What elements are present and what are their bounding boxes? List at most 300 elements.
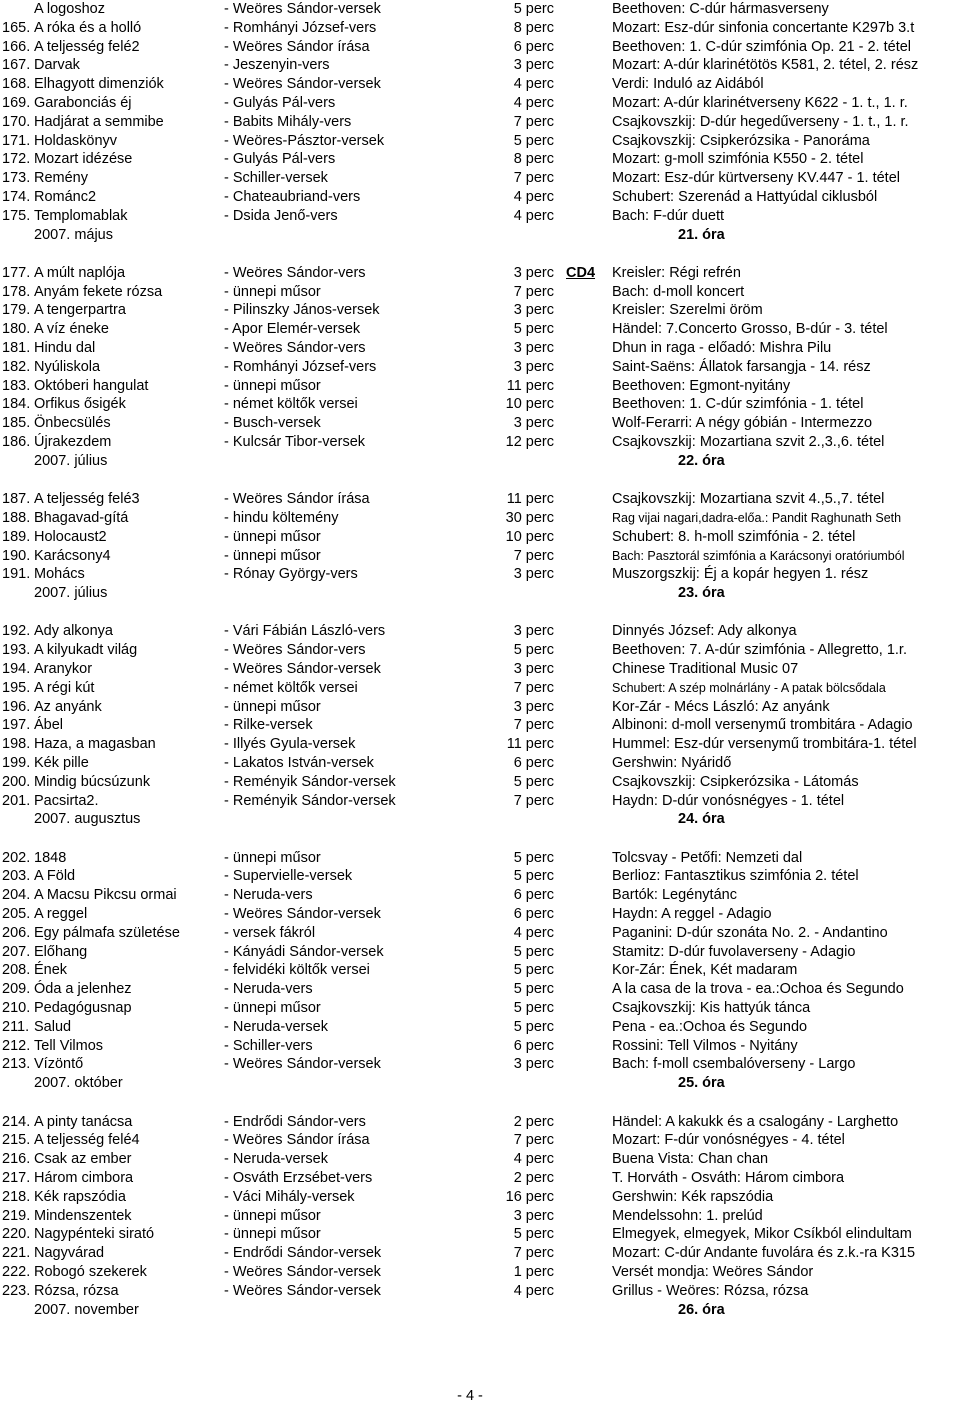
program-row (0, 0, 960, 19)
entry-title: A régi kút (34, 679, 95, 696)
entry-number: 179. (2, 302, 31, 319)
cd-label: CD4 (566, 264, 596, 281)
entry-number: 212. (2, 1037, 31, 1054)
entry-duration: 11 perc (506, 736, 554, 753)
entry-duration: 3 perc (513, 358, 554, 375)
entry-number: 215. (2, 1132, 31, 1149)
entry-music: A la casa de la trova - ea.:Ochoa és Segundo (612, 981, 904, 998)
entry-number: 209. (2, 981, 31, 998)
entry-duration: 3 perc (513, 1056, 554, 1073)
program-row (0, 660, 960, 679)
entry-number: 193. (2, 642, 31, 659)
entry-number: 210. (2, 1000, 31, 1017)
entry-number: 200. (2, 773, 31, 790)
entry-poet: - Osváth Erzsébet-vers (224, 1169, 373, 1186)
entry-duration: 11 perc (506, 491, 554, 508)
entry-number: 198. (2, 736, 31, 753)
entry-title: Karácsony4 (34, 547, 111, 564)
entry-music: Paganini: D-dúr szonáta No. 2. - Andantino (612, 924, 888, 941)
entry-number: 188. (2, 509, 31, 526)
entry-title: Románc2 (34, 188, 97, 205)
program-row (0, 698, 960, 717)
entry-music: Beethoven: 1. C-dúr szimfónia Op. 21 - 2. tétel (612, 38, 912, 55)
group-spacer (0, 829, 960, 849)
entry-poet: - Weöres Sándor írása (224, 491, 370, 508)
entry-music: Kreisler: Régi refrén (612, 264, 741, 281)
entry-duration: 5 perc (513, 1, 554, 17)
entry-music: Kreisler: Szerelmi öröm (612, 302, 763, 319)
entry-number: 173. (2, 170, 31, 187)
program-group (0, 1113, 960, 1320)
entry-number: 177. (2, 264, 31, 281)
entry-title: Darvak (34, 57, 80, 74)
entry-poet: - Kányádi Sándor-versek (224, 943, 384, 960)
program-row (0, 1188, 960, 1207)
program-row (0, 188, 960, 207)
entry-title: Egy pálmafa születése (34, 924, 180, 941)
entry-number: 222. (2, 1263, 31, 1280)
entry-title: Tell Vilmos (34, 1037, 104, 1054)
entry-poet: - Neruda-versek (224, 1018, 328, 1035)
entry-duration: 6 perc (513, 887, 554, 904)
entry-poet: - Neruda-vers (224, 887, 313, 904)
entry-music: Bach: d-moll koncert (612, 283, 745, 300)
entry-music: Csajkovszkij: Csipkerózsika - Látomás (612, 773, 859, 790)
entry-duration: 3 perc (513, 57, 554, 74)
entry-poet: - Neruda-versek (224, 1151, 328, 1168)
entry-title: Rózsa, rózsa (34, 1282, 119, 1299)
program-group (0, 622, 960, 829)
entry-number: 206. (2, 924, 31, 941)
entry-poet: - Gulyás Pál-vers (224, 151, 336, 168)
entry-music: Beethoven: Egmont-nyitány (612, 377, 791, 394)
entry-poet: - Váci Mihály-versek (224, 1188, 355, 1205)
entry-number: 171. (2, 132, 31, 149)
group-footer (0, 226, 960, 245)
entry-number: 175. (2, 207, 31, 224)
entry-number: 218. (2, 1188, 31, 1205)
entry-title: Mindig búcsúzunk (34, 773, 151, 790)
group-spacer (0, 471, 960, 491)
program-group (0, 0, 960, 244)
program-group (0, 264, 960, 471)
entry-title: Bhagavad-gítá (34, 509, 129, 526)
entry-number: 166. (2, 38, 31, 55)
entry-poet: - Romhányi József-vers (224, 358, 377, 375)
entry-poet: - Rónay György-vers (224, 566, 358, 583)
entry-duration: 5 perc (513, 642, 554, 659)
entry-title: Vízöntő (34, 1056, 84, 1073)
entry-music: Buena Vista: Chan chan (612, 1151, 769, 1168)
entry-duration: 2 perc (513, 1169, 554, 1186)
entry-duration: 8 perc (513, 19, 554, 36)
entry-title: Pacsirta2. (34, 792, 99, 809)
entry-duration: 3 perc (513, 415, 554, 432)
program-row (0, 565, 960, 584)
entry-number: 191. (2, 566, 31, 583)
entry-music: Csajkovszkij: Csipkerózsika - Panoráma (612, 132, 870, 149)
entry-music: Dhun in raga - előadó: Mishra Pilu (612, 340, 832, 357)
entry-title: Garabonciás éj (34, 94, 132, 111)
entry-music: Muszorgszkij: Éj a kopár hegyen 1. rész (612, 566, 869, 583)
entry-title: Nagypénteki sirató (34, 1226, 155, 1243)
entry-duration: 4 perc (513, 76, 554, 93)
entry-music: Csajkovszkij: Kis hattyúk tánca (612, 1000, 811, 1017)
entry-music: Elmegyek, elmegyek, Mikor Csíkból elindultam (612, 1226, 912, 1243)
entry-music: Händel: 7.Concerto Grosso, B-dúr - 3. tétel (612, 321, 888, 338)
entry-poet: - ünnepi műsor (224, 547, 321, 564)
entry-number: 194. (2, 661, 31, 677)
entry-duration: 10 perc (505, 528, 554, 545)
entry-duration: 3 perc (513, 623, 554, 640)
program-row (0, 150, 960, 169)
entry-title: Hadjárat a semmibe (34, 113, 164, 130)
entry-number: 195. (2, 679, 31, 696)
entry-duration: 4 perc (513, 1282, 554, 1299)
group-footer (0, 584, 960, 603)
entry-number: 172. (2, 151, 31, 168)
entry-duration: 30 perc (505, 509, 554, 526)
entry-music: Haydn: D-dúr vonósnégyes - 1. tétel (612, 792, 845, 809)
entry-title: Újrakezdem (34, 434, 112, 451)
entry-title: Holdaskönyv (34, 132, 118, 149)
entry-number: 187. (2, 491, 31, 508)
entry-poet: - Reményik Sándor-versek (224, 773, 396, 790)
entry-poet: - Weöres Sándor-versek (224, 1056, 381, 1073)
program-row (0, 1018, 960, 1037)
entry-title: A teljesség felé2 (34, 38, 140, 55)
broadcast-date: 2007. július (34, 452, 108, 469)
program-row (0, 622, 960, 641)
entry-number: 208. (2, 962, 31, 979)
program-row (0, 679, 960, 698)
entry-poet: - ünnepi műsor (224, 283, 321, 300)
program-row (0, 339, 960, 358)
program-row (0, 1207, 960, 1226)
entry-number: 186. (2, 434, 31, 451)
entry-music: Tolcsvay - Petőfi: Nemzeti dal (612, 849, 803, 866)
entry-music: Gershwin: Kék rapszódia (612, 1188, 774, 1205)
entry-music: Mozart: A-dúr klarinétverseny K622 - 1. t., 1. r. (612, 94, 908, 111)
entry-poet: - Weöres Sándor-vers (224, 340, 366, 357)
broadcast-date: 2007. július (34, 585, 108, 602)
entry-poet: - Weöres Sándor írása (224, 38, 370, 55)
entry-poet: - Pilinszky János-versek (224, 302, 380, 319)
program-row (0, 1263, 960, 1282)
program-row (0, 377, 960, 396)
entry-number: 182. (2, 358, 31, 375)
entry-title: Orfikus ősigék (34, 396, 126, 413)
entry-title: Elhagyott dimenziók (34, 76, 164, 93)
group-footer (0, 1301, 960, 1320)
program-row (0, 56, 960, 75)
entry-title: Az anyánk (34, 698, 102, 715)
entry-duration: 4 perc (513, 207, 554, 224)
entry-duration: 5 perc (513, 943, 554, 960)
entry-number: 211. (2, 1018, 30, 1035)
entry-music: Bach: f-moll csembalóverseny - Largo (612, 1056, 856, 1073)
entry-duration: 7 perc (513, 547, 554, 564)
entry-number: 219. (2, 1207, 31, 1224)
group-footer (0, 1074, 960, 1093)
entry-duration: 7 perc (513, 679, 554, 696)
entry-poet: - Rilke-versek (224, 717, 313, 734)
entry-music: Rossini: Tell Vilmos - Nyitány (612, 1037, 798, 1054)
entry-number: 165. (2, 19, 31, 36)
entry-music: Bach: F-dúr duett (612, 207, 725, 224)
entry-title: 1848 (34, 849, 67, 866)
entry-duration: 3 perc (513, 264, 554, 281)
entry-poet: - Vári Fábián László-vers (224, 623, 386, 640)
program-row (0, 414, 960, 433)
entry-music: Csajkovszkij: Mozartiana szvit 4.,5.,7. tétel (612, 491, 885, 508)
entry-music: Beethoven: 7. A-dúr szimfónia - Allegretto, 1.r. (612, 642, 907, 659)
entry-number: 202. (2, 849, 31, 866)
broadcast-date: 2007. október (34, 1075, 123, 1092)
entry-music: Händel: A kakukk és a csalogány - Larghetto (612, 1113, 899, 1130)
entry-number: 167. (2, 57, 31, 74)
group-footer (0, 810, 960, 829)
entry-duration: 7 perc (513, 1245, 554, 1262)
entry-number: 221. (2, 1245, 31, 1262)
program-row (0, 433, 960, 452)
entry-duration: 7 perc (513, 283, 554, 300)
entry-music: Mozart: A-dúr klarinétötös K581, 2. tétel, 2. rész (612, 57, 919, 74)
page-number: - 4 - (457, 1388, 483, 1404)
entry-title: A Föld (34, 868, 76, 885)
program-row (0, 264, 960, 283)
program-row (0, 207, 960, 226)
entry-poet: - német költők versei (224, 396, 358, 413)
entry-duration: 5 perc (513, 868, 554, 885)
entry-music: Albinoni: d-moll versenymű trombitára - Adagio (612, 717, 913, 734)
entry-music: Versét mondja: Weöres Sándor (612, 1263, 814, 1280)
entry-poet: - Weöres Sándor-versek (224, 906, 381, 923)
entry-poet: - Schiller-vers (224, 1037, 313, 1054)
program-row (0, 1150, 960, 1169)
entry-number: 201. (2, 792, 31, 809)
entry-poet: - Endrődi Sándor-versek (224, 1245, 382, 1262)
entry-number: 180. (2, 321, 31, 338)
program-row (0, 792, 960, 811)
entry-poet: - ünnepi műsor (224, 849, 321, 866)
entry-number: 216. (2, 1151, 31, 1168)
entry-duration: 6 perc (513, 38, 554, 55)
entry-music: Stamitz: D-dúr fuvolaverseny - Adagio (612, 943, 856, 960)
entry-poet: - ünnepi műsor (224, 1000, 321, 1017)
entry-poet: - Chateaubriand-vers (224, 188, 361, 205)
entry-duration: 12 perc (505, 434, 554, 451)
hour-label: 21. óra (678, 226, 725, 243)
program-row (0, 320, 960, 339)
entry-poet: - Gulyás Pál-vers (224, 94, 336, 111)
entry-number: 207. (2, 943, 31, 960)
entry-music: Rag vijai nagari,dadra-előa.: Pandit Raghunath Seth (612, 510, 902, 525)
program-row (0, 113, 960, 132)
entry-poet: - Weöres Sándor-versek (224, 1, 381, 17)
program-row (0, 905, 960, 924)
entry-poet: - versek fákról (224, 924, 316, 941)
broadcast-date: 2007. november (34, 1301, 139, 1318)
entry-duration: 3 perc (513, 340, 554, 357)
entry-poet: - ünnepi műsor (224, 377, 321, 394)
entry-duration: 6 perc (513, 1037, 554, 1054)
entry-title: Októberi hangulat (34, 377, 149, 394)
program-row (0, 886, 960, 905)
entry-title: Önbecsülés (34, 415, 111, 432)
program-row (0, 38, 960, 57)
entry-title: Robogó szekerek (34, 1263, 147, 1280)
entry-title: A kilyukadt világ (34, 642, 138, 659)
entry-poet: - Endrődi Sándor-vers (224, 1113, 366, 1130)
entry-title: Három cimbora (34, 1169, 134, 1186)
entry-number: 174. (2, 188, 31, 205)
entry-music: Berlioz: Fantasztikus szimfónia 2. tétel (612, 868, 859, 885)
entry-duration: 4 perc (513, 1151, 554, 1168)
program-row (0, 735, 960, 754)
program-row (0, 169, 960, 188)
entry-music: Schubert: Szerenád a Hattyúdal ciklusból (612, 188, 878, 205)
entry-number: 168. (2, 76, 31, 93)
entry-title: Salud (34, 1018, 72, 1035)
entry-title: A teljesség felé3 (34, 491, 140, 508)
hour-label: 26. óra (678, 1301, 725, 1318)
entry-poet: - Babits Mihály-vers (224, 113, 352, 130)
entry-music: Schubert: A szép molnárlány - A patak bölcsődala (612, 680, 886, 695)
program-row (0, 94, 960, 113)
entry-music: Hummel: Esz-dúr versenymű trombitára-1. tétel (612, 736, 917, 753)
program-group (0, 849, 960, 1093)
program-row (0, 528, 960, 547)
program-row (0, 132, 960, 151)
entry-poet: - Schiller-versek (224, 170, 328, 187)
entry-music: Csajkovszkij: Mozartiana szvit 2.,3.,6. tétel (612, 434, 885, 451)
entry-duration: 16 perc (505, 1188, 554, 1205)
entry-music: Saint-Saëns: Állatok farsangja - 14. rész (612, 358, 871, 375)
entry-title: Mozart idézése (34, 151, 133, 168)
entry-number: 190. (2, 547, 31, 564)
entry-duration: 7 perc (513, 1132, 554, 1149)
entry-title: A Macsu Pikcsu ormai (34, 887, 177, 904)
entry-poet: - Lakatos István-versek (224, 754, 374, 771)
entry-title: Előhang (34, 943, 88, 960)
entry-poet: - német költők versei (224, 679, 358, 696)
group-spacer (0, 244, 960, 264)
entry-title: Templomablak (34, 207, 128, 224)
program-row (0, 1037, 960, 1056)
entry-music: Gershwin: Nyáridő (612, 754, 732, 771)
entry-music: Mozart: F-dúr vonósnégyes - 4. tétel (612, 1132, 845, 1149)
entry-title: A teljesség felé4 (34, 1132, 140, 1149)
program-row (0, 547, 960, 566)
entry-poet: - Weöres-Pásztor-versek (224, 132, 385, 149)
program-row (0, 716, 960, 735)
program-row (0, 641, 960, 660)
entry-duration: 3 perc (513, 566, 554, 583)
hour-label: 25. óra (678, 1075, 725, 1092)
entry-music: Dinnyés József: Ady alkonya (612, 623, 797, 640)
entry-number: 197. (2, 717, 31, 734)
entry-title: Kék pille (34, 754, 89, 771)
entry-duration: 5 perc (513, 321, 554, 338)
entry-poet: - Kulcsár Tibor-versek (224, 434, 366, 451)
program-row (0, 1131, 960, 1150)
entry-poet: - Weöres Sándor-versek (224, 661, 381, 677)
entry-number: 204. (2, 887, 31, 904)
entry-duration: 5 perc (513, 981, 554, 998)
entry-music: Bach: Pasztorál szimfónia a Karácsonyi oratóriumból (612, 548, 905, 563)
entry-music: Kor-Zár - Mécs László: Az anyánk (612, 698, 830, 715)
entry-title: Nyúliskola (34, 358, 101, 375)
entry-poet: - Apor Elemér-versek (224, 321, 361, 338)
entry-music: Verdi: Induló az Aidából (612, 76, 764, 93)
entry-duration: 5 perc (513, 849, 554, 866)
program-row (0, 754, 960, 773)
entry-duration: 2 perc (513, 1113, 554, 1130)
program-row (0, 849, 960, 868)
group-footer (0, 452, 960, 471)
entry-title: Óda a jelenhez (34, 981, 132, 998)
entry-number: 223. (2, 1282, 31, 1299)
entry-number: 203. (2, 868, 31, 885)
program-row (0, 999, 960, 1018)
entry-number: 214. (2, 1113, 31, 1130)
entry-title: Mohács (34, 566, 85, 583)
program-row (0, 924, 960, 943)
entry-title: Nagyvárad (34, 1245, 105, 1262)
entry-duration: 4 perc (513, 924, 554, 941)
hour-label: 22. óra (678, 452, 725, 469)
entry-duration: 8 perc (513, 151, 554, 168)
entry-poet: - ünnepi műsor (224, 528, 321, 545)
entry-duration: 10 perc (505, 396, 554, 413)
entry-duration: 4 perc (513, 188, 554, 205)
broadcast-date: 2007. augusztus (34, 811, 141, 828)
program-row (0, 75, 960, 94)
entry-music: Wolf-Ferarri: A négy góbián - Intermezzo (612, 415, 873, 432)
entry-duration: 5 perc (513, 773, 554, 790)
entry-music: Kor-Zár: Ének, Két madaram (612, 962, 798, 979)
program-row (0, 509, 960, 528)
entry-poet: - Weöres Sándor-versek (224, 1263, 381, 1280)
entry-title: Anyám fekete rózsa (34, 283, 163, 300)
entry-title: Haza, a magasban (34, 736, 156, 753)
entry-music: Mozart: Esz-dúr sinfonia concertante K297b 3.t (612, 19, 915, 36)
program-row (0, 1225, 960, 1244)
entry-title: Pedagógusnap (34, 1000, 132, 1017)
group-spacer (0, 603, 960, 623)
entry-poet: - Weöres Sándor írása (224, 1132, 370, 1149)
entry-number: 213. (2, 1056, 31, 1073)
entry-duration: 6 perc (513, 906, 554, 923)
entry-number: 192. (2, 623, 31, 640)
entry-music: Mozart: C-dúr Andante fuvolára és z.k.-ra K315 (612, 1245, 916, 1262)
entry-title: Hindu dal (34, 340, 96, 357)
entry-duration: 5 perc (513, 962, 554, 979)
program-row (0, 1055, 960, 1074)
entry-number: 205. (2, 906, 31, 923)
entry-title: Mindenszentek (34, 1207, 132, 1224)
entry-poet: - Weöres Sándor-versek (224, 76, 381, 93)
entry-title: Ének (34, 962, 68, 979)
program-row (0, 1169, 960, 1188)
entry-music: Bartók: Legénytánc (612, 887, 737, 904)
program-row (0, 980, 960, 999)
program-row (0, 943, 960, 962)
entry-poet: - Romhányi József-vers (224, 19, 377, 36)
entry-poet: - Weöres Sándor-vers (224, 264, 366, 281)
entry-number: 181. (2, 340, 31, 357)
